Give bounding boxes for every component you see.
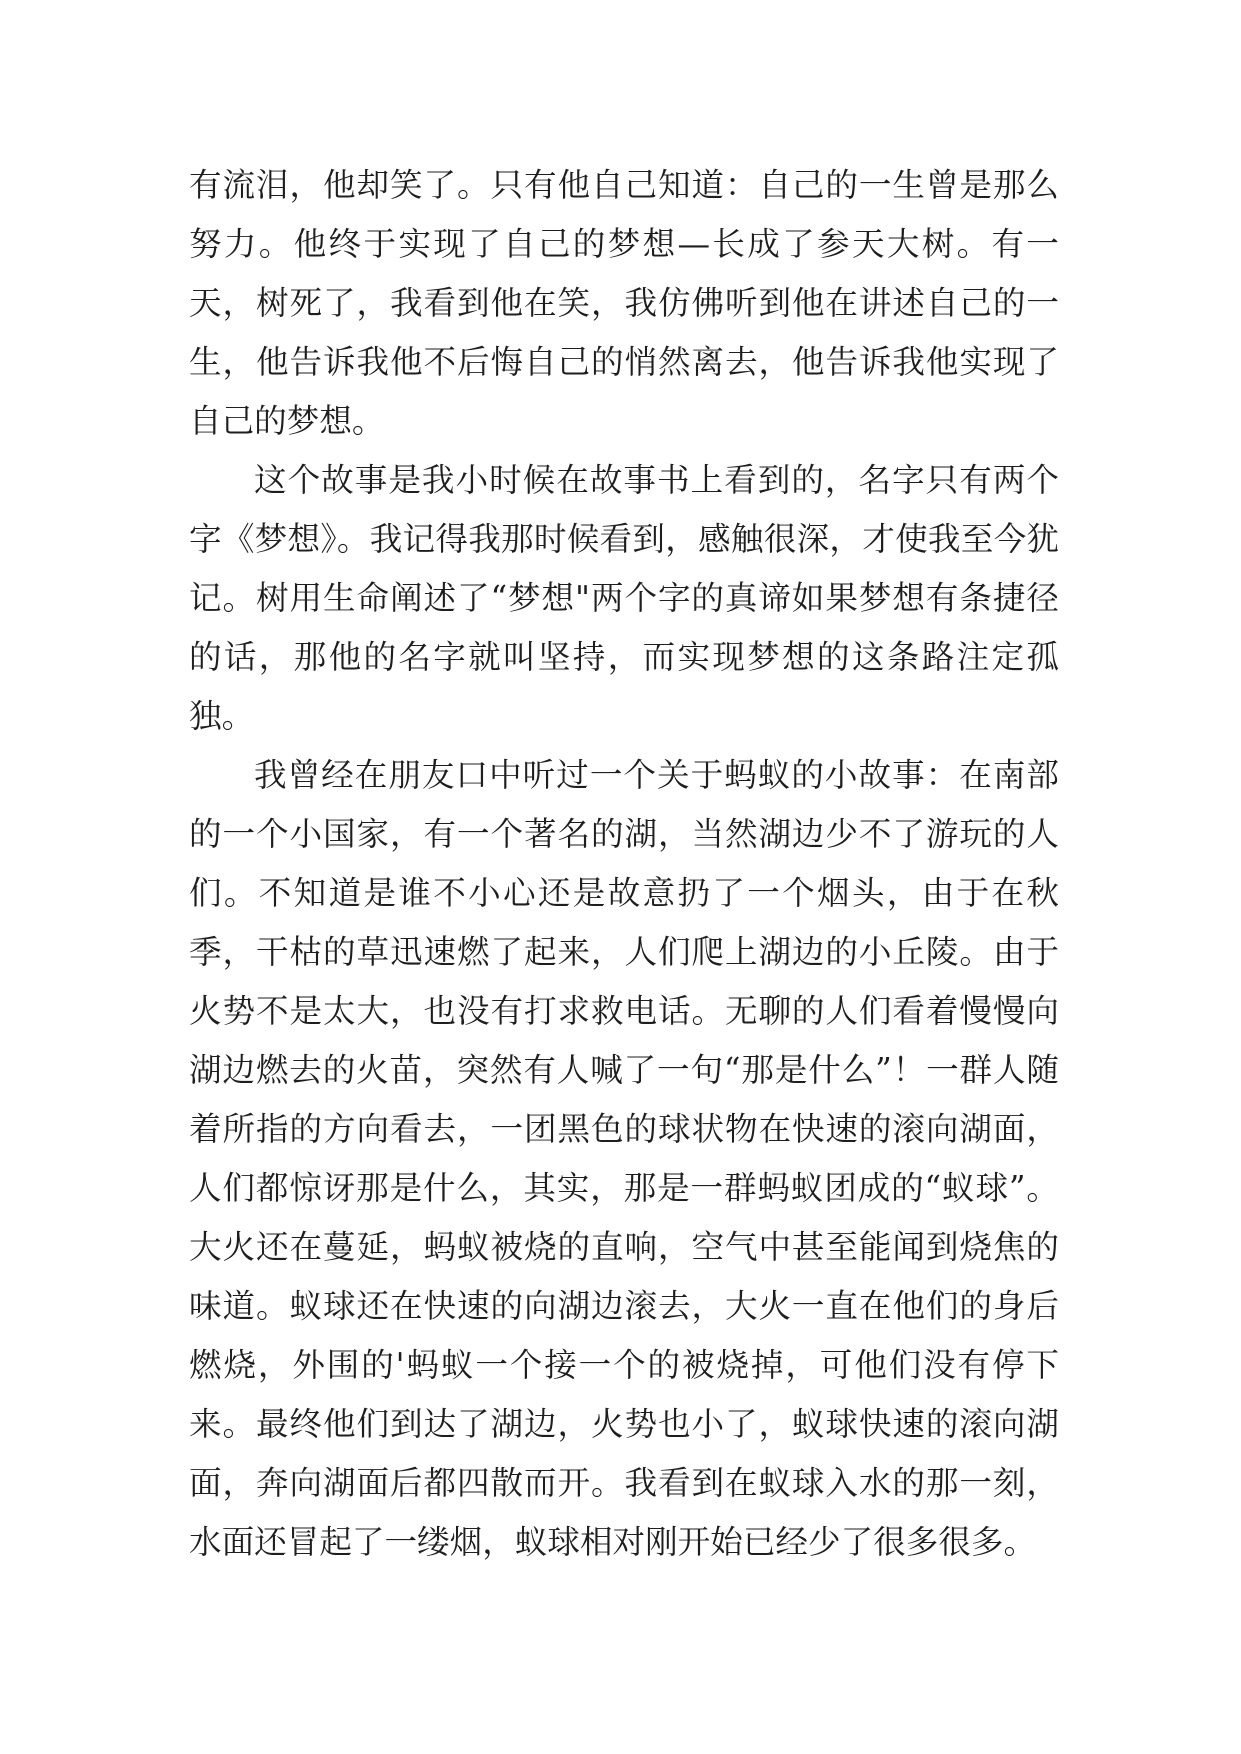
paragraph-dream-tree-ending: 有流泪，他却笑了。只有他自己知道：自己的一生曾是那么努力。他终于实现了自己的梦想—长成了参天大树。有一天，树死了，我看到他在笑，我仿佛听到他在讲述自己的一生，他告诉我他不后悔自己的悄然离去，他告诉我他实现了自己的梦想。 xyxy=(189,166,1059,440)
paragraph-story-reflection: 这个故事是我小时候在故事书上看到的，名字只有两个字《梦想》。我记得我那时候看到，感触很深，才使我至今犹记。树用生命阐述了“梦想"两个字的真谛如果梦想有条捷径的话，那他的名字就叫坚持，而实现梦想的这条路注定孤独。 xyxy=(189,461,1059,735)
body-text xyxy=(189,156,1059,1572)
paragraph-ant-story: 我曾经在朋友口中听过一个关于蚂蚁的小故事：在南部的一个小国家，有一个著名的湖，当然湖边少不了游玩的人们。不知道是谁不小心还是故意扔了一个烟头，由于在秋季，干枯的草迅速燃了起来，人们爬上湖边的小丘陵。由于火势不是太大，也没有打求救电话。无聊的人们看着慢慢向湖边燃去的火苗，突然有人喊了一句“那是什么”！一群人随着所指的方向看去，一团黑色的球状物在快速的滚向湖面，人们都惊讶那是什么，其实，那是一群蚂蚁团成的“蚁球”。大火还在蔓延，蚂蚁被烧的直响，空气中甚至能闻到烧焦的味道。蚁球还在快速的向湖边滚去，大火一直在他们的身后燃烧，外围的'蚂蚁一个接一个的被烧掉，可他们没有停下来。最终他们到达了湖边，火势也小了，蚁球快速的滚向湖面，奔向湖面后都四散而开。我看到在蚁球入水的那一刻，水面还冒起了一缕烟，蚁球相对刚开始已经少了很多很多。 xyxy=(189,756,1059,1561)
